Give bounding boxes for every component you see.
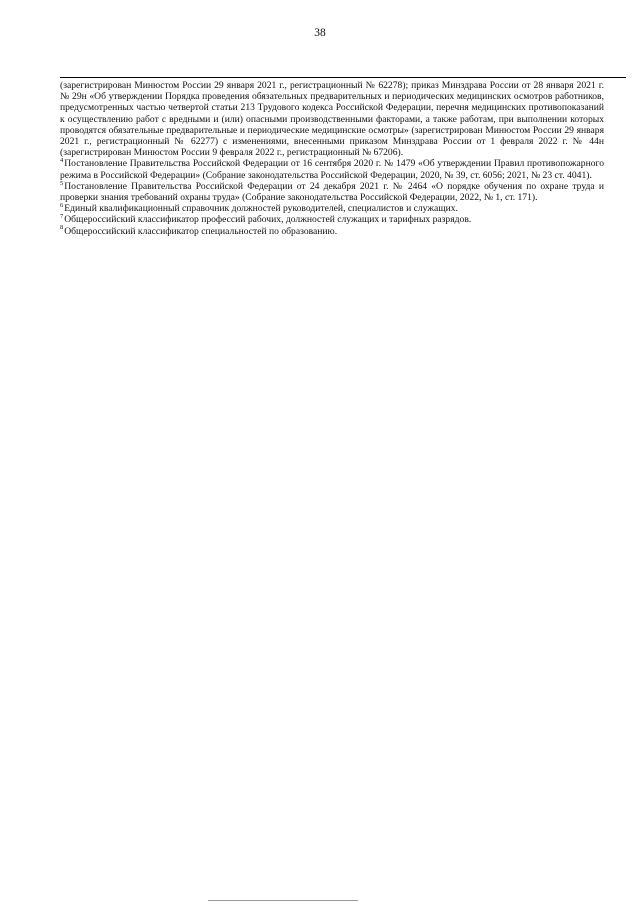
footnote-text: Постановление Правительства Российской Федерации от 24 декабря 2021 г. № 2464 «О порядке обучения по охране труда и проверки знания требований охраны труда» (Собрание законодательства Российской Федерации, 2022, № 1, ст. 171).	[60, 180, 604, 204]
footnote-text: (зарегистрирован Минюстом России 29 января 2021 г., регистрационный № 62278); приказ Минздрава России от 28 января 2021 г. № 29н «Об утверждении Порядка проведения обязательных предварительных и периодических медицинских осмотров работников, предусмотренных частью четвертой статьи 213 Трудового кодекса Российской Федерации, перечня медицинских противопоказаний к осуществлению работ с вредными и (или) опасными производственными факторами, а также работам, при выполнении которых проводятся обязательные предварительные и периодические медицинские осмотры» (зарегистрирован Минюстом России 29 января 2021 г., регистрационный № 62277) с изменениями, внесенными приказом Минздрава России от 1 февраля 2022 г. № 44н (зарегистрирован Минюстом России 9 февраля 2022 г., регистрационный № 67206).	[60, 80, 604, 159]
footnotes-block	[60, 80, 604, 237]
footnote-marker: 8	[60, 224, 64, 232]
footnote-text: Общероссийский классификатор специальностей по образованию.	[64, 225, 338, 237]
footnote-4	[60, 158, 604, 180]
page-number: 38	[314, 27, 326, 39]
footnote-3-continuation	[60, 80, 604, 158]
footnote-text: Постановление Правительства Российской Федерации от 16 сентября 2020 г. № 1479 «Об утверждении Правил противопожарного режима в Российской Федерации» (Собрание законодательства Российской Федерации, 2020, № 39, ст. 6056; 2021, № 23 ст. 4041).	[60, 158, 604, 181]
footnote-marker: 6	[60, 202, 64, 210]
footnote-marker: 7	[60, 213, 64, 221]
footnote-marker: 5	[60, 179, 64, 187]
footnote-text: Общероссийский классификатор профессий рабочих, должностей служащих и тарифных разрядов.	[64, 214, 472, 226]
footnote-separator	[60, 77, 626, 78]
footnote-marker: 4	[60, 157, 64, 165]
footnote-6	[60, 203, 604, 214]
footnote-text: Единый квалификационный справочник должностей руководителей, специалистов и служащих.	[64, 203, 458, 215]
footnote-7	[60, 214, 604, 225]
footnote-8	[60, 226, 604, 237]
footnote-5	[60, 181, 604, 203]
scan-edge-mark	[208, 900, 358, 901]
